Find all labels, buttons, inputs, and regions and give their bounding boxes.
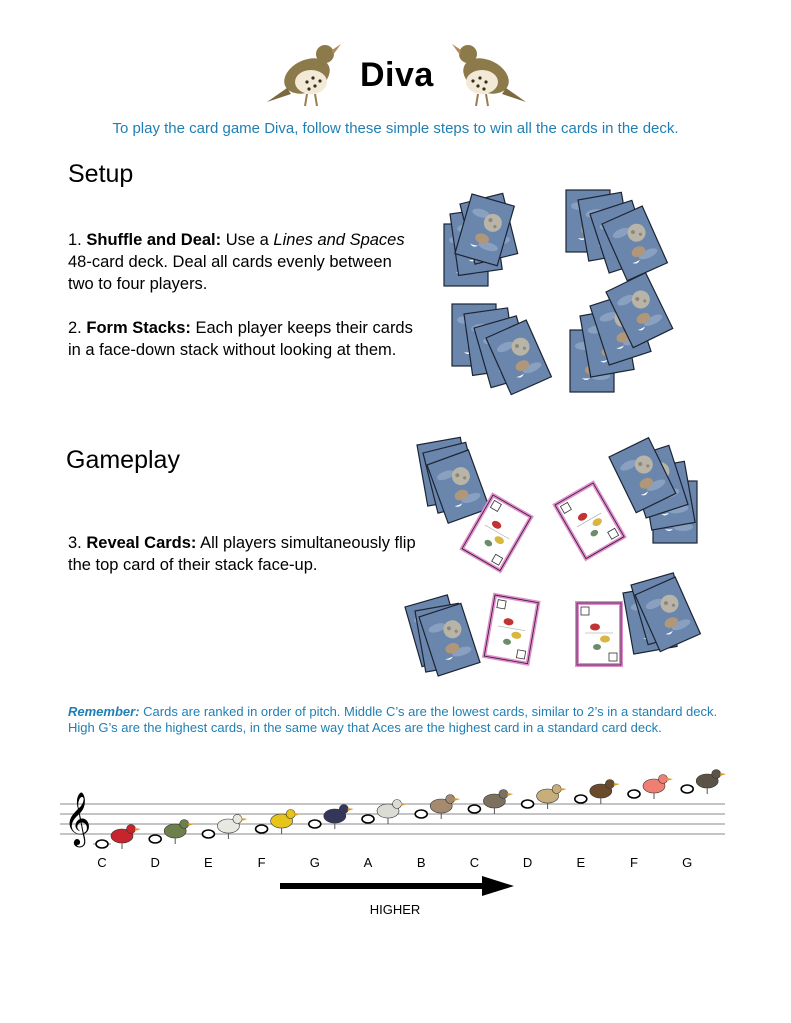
music-staff	[60, 770, 740, 850]
gameplay-card-stacks	[405, 435, 705, 685]
note-label-f: F	[630, 855, 638, 870]
setup-card-stacks	[430, 180, 670, 410]
note-label-g: G	[309, 855, 320, 870]
step-2-text: Each player keeps their cards in a face-down stack without looking at them.	[68, 319, 413, 359]
note-head-e	[202, 830, 214, 838]
page-title: Diva	[360, 56, 434, 94]
chickadee-icon	[483, 790, 513, 815]
note-head-e	[575, 795, 587, 803]
note-label-b: B	[416, 855, 426, 870]
note-head-c	[468, 805, 480, 813]
treble-clef-icon: 𝄞	[64, 791, 92, 845]
thrush-left-icon	[265, 38, 345, 108]
mallard-icon	[164, 820, 194, 845]
flamingo-icon	[643, 775, 673, 800]
eagle-icon	[590, 780, 620, 805]
note-label-g: G	[682, 855, 693, 870]
note-label-a: A	[363, 855, 373, 870]
step-3-number: 3.	[68, 534, 82, 552]
step-1-title: Shuffle and Deal:	[86, 231, 222, 249]
step-3	[68, 532, 418, 576]
step-1-number: 1.	[68, 231, 82, 249]
remember-label: Remember:	[68, 704, 140, 719]
note-head-a	[362, 815, 374, 823]
gameplay-heading: Gameplay	[66, 446, 180, 474]
remember-note	[68, 704, 728, 736]
setup-heading: Setup	[68, 160, 134, 188]
step-1-pre: Use a	[225, 231, 269, 249]
remember-text: Cards are ranked in order of pitch. Middle C’s are the lowest cards, similar to 2’s in a standard deck. High G’s are the highest cards, in the same way that Aces are the highest card in a standard card deck.	[68, 704, 718, 735]
note-label-f: F	[257, 855, 266, 870]
note-label-c: C	[97, 855, 107, 870]
note-label-e: E	[576, 855, 586, 870]
note-label-d: D	[522, 855, 533, 870]
step-1-deck-name: Lines and Spaces	[273, 231, 405, 249]
cardinal-icon	[111, 825, 141, 850]
higher-arrow-icon	[278, 874, 518, 898]
note-head-g	[681, 785, 693, 793]
albatross-icon	[377, 800, 407, 825]
note-head-c	[96, 840, 108, 848]
grackle-icon	[324, 805, 354, 830]
note-label-c: C	[469, 855, 480, 870]
note-head-f	[628, 790, 640, 798]
intro-text: To play the card game Diva, follow these simple steps to win all the cards in the deck.	[112, 120, 679, 137]
note-head-f	[256, 825, 268, 833]
step-3-title: Reveal Cards:	[86, 534, 197, 552]
step-2	[68, 317, 418, 361]
step-2-title: Form Stacks:	[86, 319, 191, 337]
goose-icon	[696, 770, 726, 795]
note-label-d: D	[150, 855, 160, 870]
note-label-e: E	[204, 855, 213, 870]
note-head-g	[309, 820, 321, 828]
note-head-d	[149, 835, 161, 843]
step-1-text: 48-card deck. Deal all cards evenly between two to four players.	[68, 253, 392, 293]
thrush-right-icon	[448, 38, 528, 108]
note-head-d	[522, 800, 534, 808]
egret-icon	[217, 815, 247, 840]
step-3-text: All players simultaneously flip the top card of their stack face-up.	[68, 534, 416, 574]
goldfinch-icon	[271, 810, 301, 835]
rabbit-icon	[430, 795, 460, 820]
note-head-b	[415, 810, 427, 818]
higher-label: HIGHER	[369, 902, 421, 917]
step-2-number: 2.	[68, 319, 82, 337]
sparrow-icon	[537, 785, 567, 810]
step-1	[68, 229, 418, 295]
